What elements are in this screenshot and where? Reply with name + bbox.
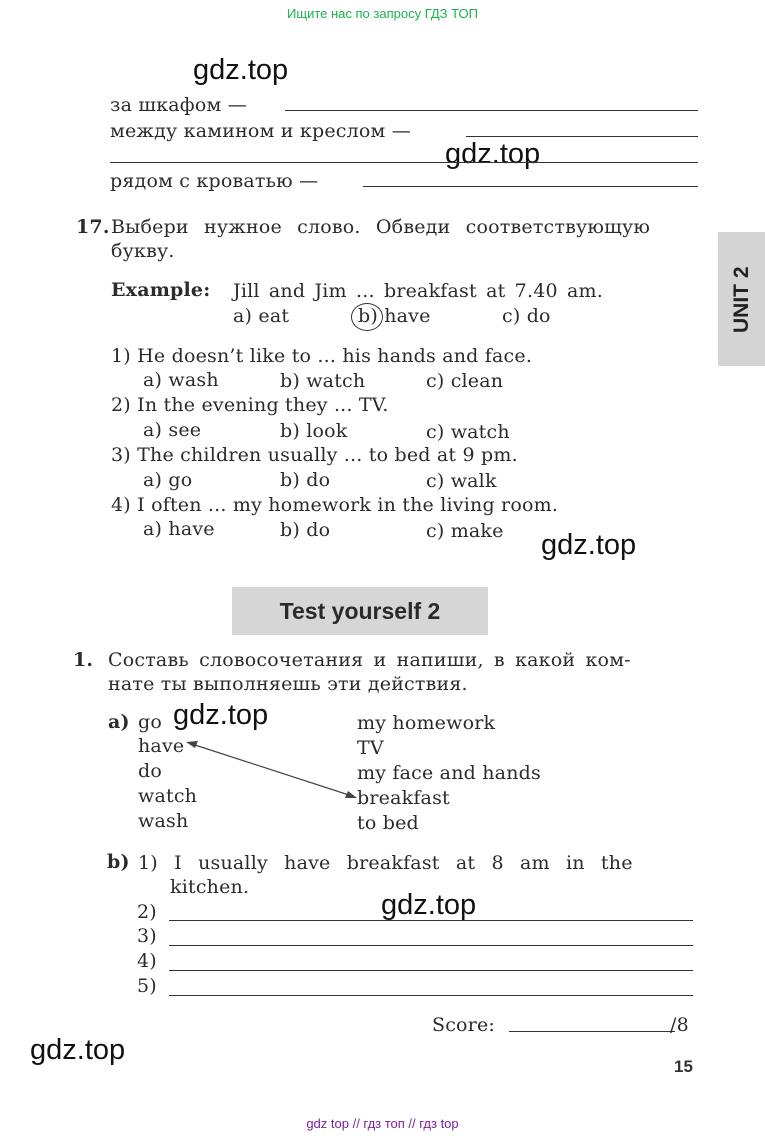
task-instruction: нате ты выполняешь эти действия.: [108, 673, 468, 695]
answer-number: 2): [137, 901, 157, 923]
answer-number: 4): [137, 950, 157, 972]
option[interactable]: a) wash: [143, 369, 219, 391]
option[interactable]: a) go: [143, 469, 193, 491]
noun-item[interactable]: TV: [357, 737, 384, 759]
noun-item[interactable]: breakfast: [357, 787, 450, 809]
exercise-instruction: Выбери нужное слово. Обведи соответствующую: [111, 216, 651, 238]
option[interactable]: b) watch: [280, 370, 366, 392]
option[interactable]: a) see: [143, 419, 202, 441]
watermark-text: gdz.top: [381, 889, 477, 921]
option[interactable]: b) look: [280, 420, 348, 442]
page-number: 15: [674, 1057, 693, 1076]
option: a) eat: [233, 305, 290, 327]
question: 2) In the evening they ... TV.: [111, 394, 389, 416]
option[interactable]: c) watch: [426, 421, 510, 443]
unit-tab-label: UNIT 2: [730, 266, 753, 334]
example-answer: 1) I usually have breakfast at 8 am in the: [138, 852, 633, 874]
watermark-text: gdz.top: [445, 138, 541, 170]
verb-item[interactable]: watch: [138, 785, 198, 807]
verb-item[interactable]: wash: [138, 810, 189, 832]
noun-item[interactable]: my face and hands: [357, 762, 541, 784]
task-number: 1.: [73, 649, 94, 671]
score-label: Score:: [432, 1014, 496, 1036]
part-b-label: b): [107, 851, 130, 873]
answer-line[interactable]: [169, 920, 693, 921]
noun-item[interactable]: to bed: [357, 812, 419, 834]
option[interactable]: b) do: [280, 519, 331, 541]
answer-line[interactable]: [169, 995, 693, 996]
score-total: /8: [670, 1014, 689, 1036]
question: 4) I often ... my homework in the living room.: [111, 494, 559, 516]
answer-line[interactable]: [169, 945, 693, 946]
score-input-line[interactable]: [509, 1031, 675, 1032]
noun-item[interactable]: my homework: [357, 712, 496, 734]
row-between-fireplace-armchair: между камином и креслом —: [110, 120, 411, 142]
row-behind-wardrobe: за шкафом —: [110, 94, 247, 116]
question: 1) He doesn’t like to ... his hands and face.: [111, 345, 533, 367]
example-answer: kitchen.: [170, 876, 250, 898]
option-selected: b) have: [358, 305, 431, 327]
exercise-instruction: букву.: [111, 240, 175, 262]
option: c) do: [502, 305, 551, 327]
watermark-text: gdz.top: [193, 54, 289, 86]
watermark-text: gdz.top: [173, 699, 269, 731]
part-a-label: a): [108, 711, 130, 733]
test-title: Test yourself 2: [232, 587, 488, 635]
top-banner: Ищите нас по запросу ГДЗ ТОП: [287, 6, 478, 21]
answer-number: 3): [137, 925, 157, 947]
bottom-banner: gdz top // гдз топ // гдз top: [306, 1116, 459, 1131]
verb-item[interactable]: go: [138, 711, 163, 733]
answer-number: 5): [137, 975, 157, 997]
option[interactable]: c) clean: [426, 370, 504, 392]
watermark-text: gdz.top: [541, 529, 637, 561]
option[interactable]: c) make: [426, 520, 504, 542]
example-sentence: Jill and Jim ... breakfast at 7.40 am.: [233, 280, 604, 302]
example-label: Example:: [111, 279, 211, 301]
verb-item[interactable]: do: [138, 760, 163, 782]
row-next-to-bed: рядом с кроватью —: [110, 170, 319, 192]
option[interactable]: b) do: [280, 469, 331, 491]
answer-line[interactable]: [169, 970, 693, 971]
exercise-number: 17.: [76, 216, 110, 238]
option[interactable]: a) have: [143, 518, 215, 540]
option[interactable]: c) walk: [426, 470, 497, 492]
verb-item[interactable]: have: [138, 735, 185, 757]
question: 3) The children usually ... to bed at 9 pm.: [111, 444, 518, 466]
task-instruction: Составь словосочетания и напиши, в какой ком-: [108, 649, 631, 671]
watermark-text: gdz.top: [30, 1034, 126, 1066]
